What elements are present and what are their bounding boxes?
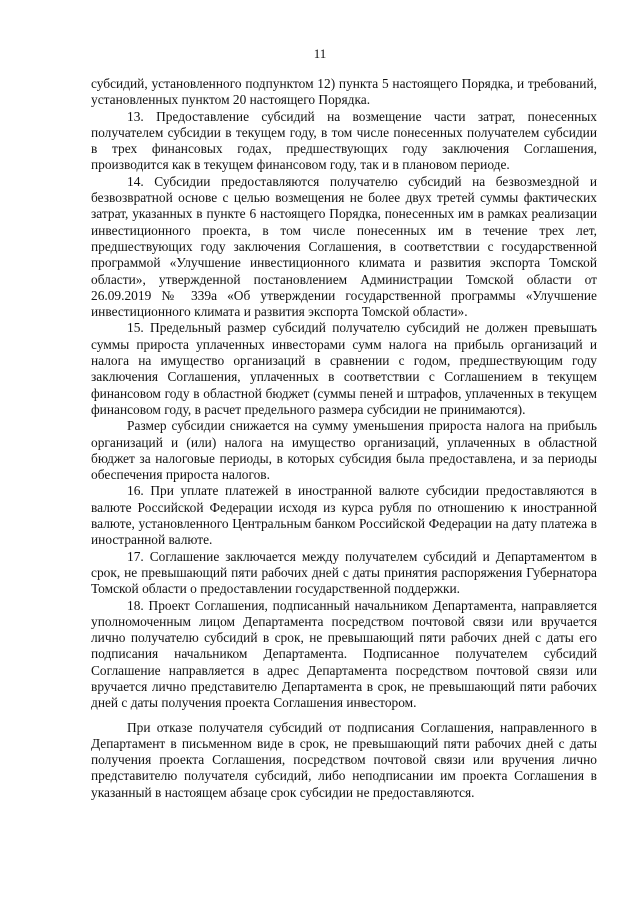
paragraph-17: 17. Соглашение заключается между получателем субсидий и Департаментом в срок, не превышающий пяти рабочих дней с даты принятия распоряжения Губернатора Томской области о предоставлении государственной поддержки. [91, 548, 597, 597]
paragraph-16: 16. При уплате платежей в иностранной валюте субсидии предоставляются в валюте Российской Федерации исходя из курса рубля по отношению к иностранной валюте, установленного Центральным банком Российской Федерации на дату платежа в иностранной валюте. [91, 483, 597, 548]
paragraph-18: 18. Проект Соглашения, подписанный начальником Департамента, направляется уполномоченным лицом Департамента посредством почтовой связи или вручается лично получателю субсидий в срок, не превышающий пяти рабочих дней с даты его подписания начальником Департамента. Подписанное получателем субсидий Соглашение направляется в адрес Департамента посредством почтовой связи или вручается лично представителю Департамента в срок, не превышающий пяти рабочих дней с даты получения проекта Соглашения инвестором. [91, 597, 597, 711]
paragraph-13: 13. Предоставление субсидий на возмещение части затрат, понесенных получателем субсидии в текущем году, в том числе понесенных получателем субсидии в трех финансовых годах, предшествующих году заключения Соглашения, производится как в текущем финансовом году, так и в плановом периоде. [91, 108, 597, 173]
page-number: 11 [313, 46, 327, 61]
document-body [91, 76, 597, 801]
paragraph-continuation: субсидий, установленного подпунктом 12) пункта 5 настоящего Порядка, и требований, установленных пунктом 20 настоящего Порядка. [91, 76, 597, 108]
paragraph-18-refusal: При отказе получателя субсидий от подписания Соглашения, направленного в Департамент в письменном виде в срок, не превышающий пяти рабочих дней с даты получения проекта Соглашения, посредством почтовой связи или вручения лично представителю получателя субсидий, либо неподписании им проекта Соглашения в указанный в настоящем абзаце срок субсидии не предоставляются. [91, 719, 597, 800]
paragraph-15: 15. Предельный размер субсидий получателю субсидий не должен превышать суммы прироста уплаченных инвесторами сумм налога на прибыль организаций и налога на имущество организаций в сравнении с годом, предшествующим году заключения Соглашения, уплаченных в соответствии с Соглашением в текущем финансовом году в областной бюджет (суммы пеней и штрафов, уплаченных в текущем финансовом году, в расчет предельного размера субсидии не принимаются). [91, 320, 597, 417]
paragraph-15-subsidy-reduction: Размер субсидии снижается на сумму уменьшения прироста налога на прибыль организаций и (или) налога на имущество организаций, уплаченных в областной бюджет за налоговые периоды, в которых субсидия была предоставлена, и за периоды обеспечения прироста налогов. [91, 418, 597, 483]
paragraph-14: 14. Субсидии предоставляются получателю субсидий на безвозмездной и безвозвратной основе с целью возмещения не более двух третей суммы фактических затрат, указанных в пункте 6 настоящего Порядка, понесенных им в рамках реализации инвестиционного проекта, в том числе понесенных им в течение трех лет, предшествующих году заключения Соглашения, в соответствии с государственной программой «Улучшение инвестиционного климата и развития экспорта Томской области», утвержденной постановлением Администрации Томской области от 26.09.2019 № 339а «Об утверждении государственной программы «Улучшение инвестиционного климата и развития экспорта Томской области». [91, 173, 597, 320]
